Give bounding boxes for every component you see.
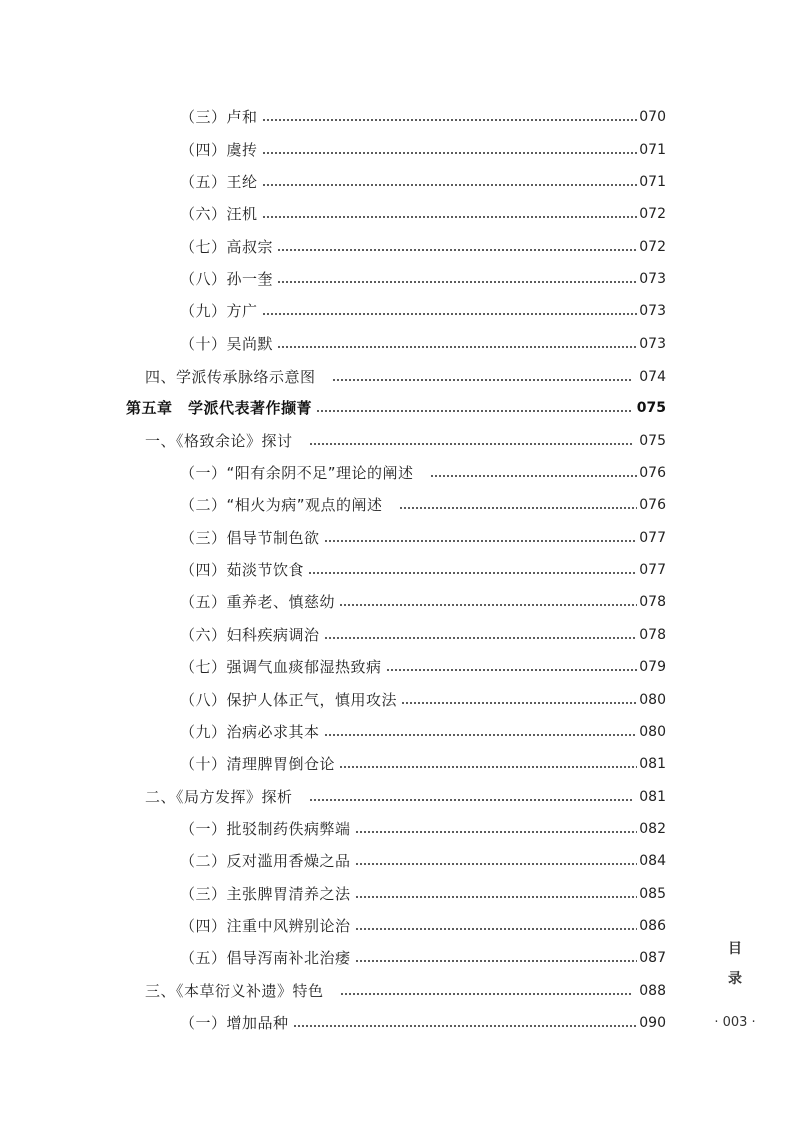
toc-entry[interactable] [180, 816, 666, 842]
toc-entry-page: 072 [639, 206, 666, 222]
toc-entry-page: 077 [639, 530, 666, 546]
toc-entry[interactable] [180, 1010, 666, 1036]
toc-entry-label: （四）虞抟 [180, 141, 258, 159]
toc-entry[interactable] [180, 169, 666, 195]
toc-entry[interactable] [180, 137, 666, 163]
toc-entry-label: （九）治病必求其本 [180, 723, 320, 741]
toc-entry[interactable] [180, 719, 666, 745]
toc-entry-page: 080 [639, 692, 666, 708]
toc-entry[interactable] [180, 589, 666, 615]
toc-entry-label: （十）清理脾胃倒仓论 [180, 755, 336, 773]
side-label-mu: 目 [728, 941, 742, 957]
dot-leader [332, 379, 634, 381]
toc-entry-page: 075 [639, 433, 666, 449]
toc-entry-page: 073 [639, 271, 666, 287]
toc-entry[interactable] [180, 525, 666, 551]
toc-entry[interactable] [180, 945, 666, 971]
toc-entry-label: （一）“阳有余阴不足”理论的阐述 [180, 464, 414, 482]
toc-entry-page: 086 [639, 918, 666, 934]
toc-entry[interactable] [180, 848, 666, 874]
toc-entry[interactable] [180, 881, 666, 907]
toc-entry-page: 078 [639, 594, 666, 610]
side-label-lu: 录 [728, 971, 742, 987]
dot-leader [339, 604, 637, 606]
dot-leader [355, 896, 638, 898]
dot-leader [262, 313, 638, 315]
toc-entry[interactable] [180, 266, 666, 292]
toc-entry-label: 四、学派传承脉络示意图 [145, 368, 316, 386]
toc-entry-page: 072 [639, 239, 666, 255]
dot-leader [430, 475, 638, 477]
toc-entry[interactable] [180, 331, 666, 357]
toc-entry-page: 070 [639, 109, 666, 125]
toc-entry-page: 088 [639, 983, 666, 999]
dot-leader [386, 669, 638, 671]
toc-entry-page: 078 [639, 627, 666, 643]
dot-leader [277, 281, 637, 283]
toc-entry-label: （四）茹淡节饮食 [180, 561, 305, 579]
toc-entry-label: （十）吴尚默 [180, 335, 274, 353]
toc-entry[interactable] [180, 751, 666, 777]
toc-entry-page: 071 [639, 174, 666, 190]
dot-leader [355, 831, 638, 833]
toc-entry-label: （八）保护人体正气，慎用攻法 [180, 691, 398, 709]
toc-entry-page: 084 [639, 853, 666, 869]
toc-entry-page: 090 [639, 1015, 666, 1031]
toc-entry-page: 085 [639, 886, 666, 902]
toc-entry-label: （七）高叔宗 [180, 238, 274, 256]
toc-entry-label: （五）王纶 [180, 173, 258, 191]
toc-entry-label: 二、《局方发挥》探析 [145, 788, 293, 806]
toc-entry-page: 079 [639, 659, 666, 675]
dot-leader [355, 928, 638, 930]
toc-entry[interactable] [180, 492, 666, 518]
toc-chapter-label: 第五章 学派代表著作撷菁 [126, 399, 313, 417]
toc-entry-label: （三）卢和 [180, 108, 258, 126]
dot-leader [262, 119, 638, 121]
dot-leader [293, 1025, 638, 1027]
toc-entry-label: （一）增加品种 [180, 1014, 289, 1032]
dot-leader [324, 540, 638, 542]
dot-leader [401, 702, 637, 704]
toc-entry-page: 074 [639, 369, 666, 385]
toc-entry-page: 082 [639, 821, 666, 837]
toc-entry-page: 075 [636, 400, 666, 416]
toc-entry[interactable] [180, 654, 666, 680]
toc-entry-page: 076 [639, 497, 666, 513]
toc-entry-page: 081 [639, 756, 666, 772]
dot-leader [262, 152, 638, 154]
dot-leader [339, 766, 637, 768]
toc-entry-page: 080 [639, 724, 666, 740]
dot-leader [277, 249, 637, 251]
toc-entry[interactable] [180, 460, 666, 486]
toc-entry-label: （五）倡导泻南补北治痿 [180, 949, 351, 967]
toc-entry[interactable] [180, 913, 666, 939]
toc-entry-label: （八）孙一奎 [180, 270, 274, 288]
dot-leader [355, 960, 638, 962]
toc-entry-label: （二）“相火为病”观点的阐述 [180, 496, 383, 514]
toc-entry-label: （二）反对滥用香燥之品 [180, 852, 351, 870]
dot-leader [399, 507, 638, 509]
toc-entry[interactable] [180, 557, 666, 583]
toc-entry-page: 076 [639, 465, 666, 481]
dot-leader [277, 346, 637, 348]
toc-entry-label: （六）汪机 [180, 205, 258, 223]
toc-entry-label: （五）重养老、慎慈幼 [180, 593, 336, 611]
dot-leader [316, 410, 631, 412]
dot-leader [308, 572, 637, 574]
page-number: · 003 · [714, 1015, 756, 1030]
toc-entry-page: 073 [639, 336, 666, 352]
toc-entry[interactable] [180, 298, 666, 324]
toc-entry[interactable] [180, 687, 666, 713]
toc-entry-page: 071 [639, 142, 666, 158]
toc-entry-page: 077 [639, 562, 666, 578]
toc-entry-page: 081 [639, 789, 666, 805]
toc-entry-page: 087 [639, 950, 666, 966]
toc-section-entry[interactable] [145, 364, 666, 390]
dot-leader [324, 637, 638, 639]
toc-entry-label: （一）批驳制药佚病弊端 [180, 820, 351, 838]
toc-section-entry[interactable] [145, 978, 666, 1004]
toc-entry[interactable] [180, 201, 666, 227]
toc-entry[interactable] [180, 622, 666, 648]
toc-entry-label: 一、《格致余论》探讨 [145, 432, 293, 450]
toc-entry-label: （三）主张脾胃清养之法 [180, 885, 351, 903]
dot-leader [309, 443, 634, 445]
toc-entry[interactable] [180, 104, 666, 130]
toc-section-entry[interactable] [145, 784, 666, 810]
dot-leader [262, 216, 638, 218]
dot-leader [262, 184, 638, 186]
toc-entry-label: （七）强调气血痰郁湿热致病 [180, 658, 382, 676]
toc-entry-label: （六）妇科疾病调治 [180, 626, 320, 644]
toc-entry-label: （三）倡导节制色欲 [180, 529, 320, 547]
dot-leader [309, 799, 634, 801]
dot-leader [355, 863, 638, 865]
toc-entry-label: 三、《本草衍义补遗》特色 [145, 982, 324, 1000]
dot-leader [340, 993, 634, 995]
toc-entry[interactable] [180, 234, 666, 260]
toc-entry-page: 073 [639, 303, 666, 319]
toc-entry-label: （四）注重中风辨别论治 [180, 917, 351, 935]
toc-chapter-entry[interactable] [126, 395, 666, 421]
toc-section-entry[interactable] [145, 428, 666, 454]
toc-entry-label: （九）方广 [180, 302, 258, 320]
dot-leader [324, 734, 638, 736]
